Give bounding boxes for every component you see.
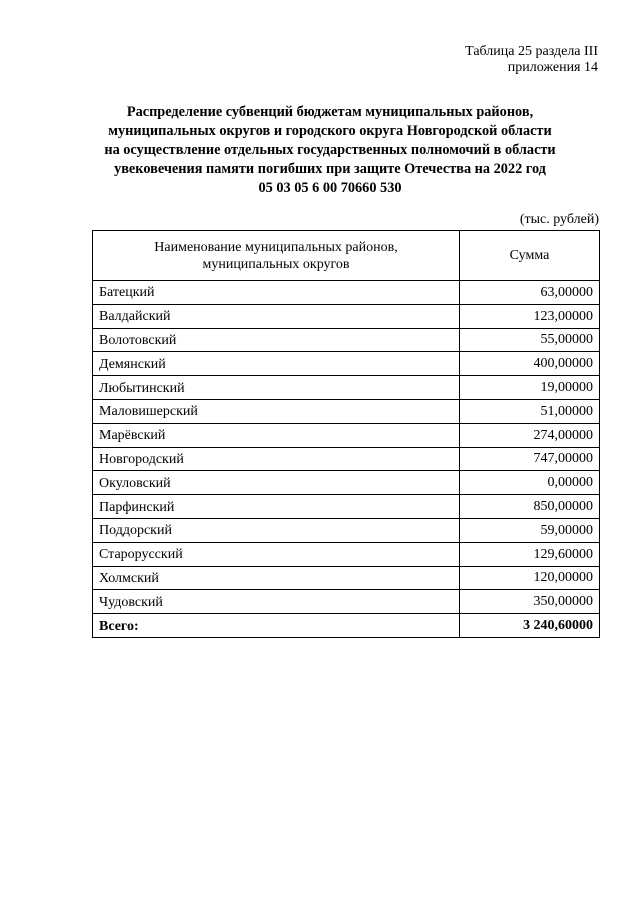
column-header-name (93, 231, 460, 281)
reference-line-1: Таблица 25 раздела III (465, 44, 598, 59)
column-header-name-line-1: Наименование муниципальных районов, (154, 239, 398, 255)
district-amount: 55,00000 (460, 328, 600, 352)
district-name: Демянский (93, 352, 460, 376)
table-row (93, 376, 600, 400)
district-amount: 63,00000 (460, 281, 600, 305)
district-amount: 123,00000 (460, 304, 600, 328)
title-line-4: увековечения памяти погибших при защите Отечества на 2022 год (114, 161, 546, 177)
district-amount: 747,00000 (460, 447, 600, 471)
table-row (93, 566, 600, 590)
district-name: Валдайский (93, 304, 460, 328)
table-row (93, 352, 600, 376)
district-name: Новгородский (93, 447, 460, 471)
district-amount: 400,00000 (460, 352, 600, 376)
district-name: Поддорский (93, 518, 460, 542)
district-amount: 120,00000 (460, 566, 600, 590)
district-name: Батецкий (93, 281, 460, 305)
district-name: Парфинский (93, 495, 460, 519)
column-header-sum: Сумма (460, 231, 600, 281)
title-line-2: муниципальных округов и городского округа Новгородской области (108, 123, 552, 139)
budget-code: 05 03 05 6 00 70660 530 (258, 180, 402, 196)
table-reference (465, 44, 598, 76)
table-row (93, 447, 600, 471)
district-amount: 51,00000 (460, 399, 600, 423)
table-row (93, 471, 600, 495)
table-total-row (93, 614, 600, 638)
reference-line-2: приложения 14 (507, 60, 598, 75)
district-amount: 129,60000 (460, 542, 600, 566)
district-name: Марёвский (93, 423, 460, 447)
table-row (93, 423, 600, 447)
units-label: (тыс. рублей) (519, 212, 599, 227)
district-name: Любытинский (93, 376, 460, 400)
table-row (93, 304, 600, 328)
district-amount: 19,00000 (460, 376, 600, 400)
column-header-name-line-2: муниципальных округов (202, 256, 350, 272)
table-row (93, 281, 600, 305)
total-label: Всего: (93, 614, 460, 638)
document-title (60, 103, 600, 179)
table-row (93, 590, 600, 614)
table-row (93, 495, 600, 519)
table-row (93, 328, 600, 352)
title-line-1: Распределение субвенций бюджетам муниципальных районов, (126, 104, 534, 120)
district-amount: 274,00000 (460, 423, 600, 447)
table-header-row (93, 231, 600, 281)
district-name: Маловишерский (93, 399, 460, 423)
district-name: Старорусский (93, 542, 460, 566)
district-amount: 0,00000 (460, 471, 600, 495)
table-row (93, 399, 600, 423)
total-amount: 3 240,60000 (460, 614, 600, 638)
subvention-table (92, 230, 600, 638)
table-row (93, 518, 600, 542)
district-name: Холмский (93, 566, 460, 590)
district-name: Чудовский (93, 590, 460, 614)
district-name: Волотовский (93, 328, 460, 352)
district-amount: 850,00000 (460, 495, 600, 519)
district-amount: 59,00000 (460, 518, 600, 542)
district-name: Окуловский (93, 471, 460, 495)
title-line-3: на осуществление отдельных государственных полномочий в области (104, 142, 556, 158)
table-row (93, 542, 600, 566)
district-amount: 350,00000 (460, 590, 600, 614)
